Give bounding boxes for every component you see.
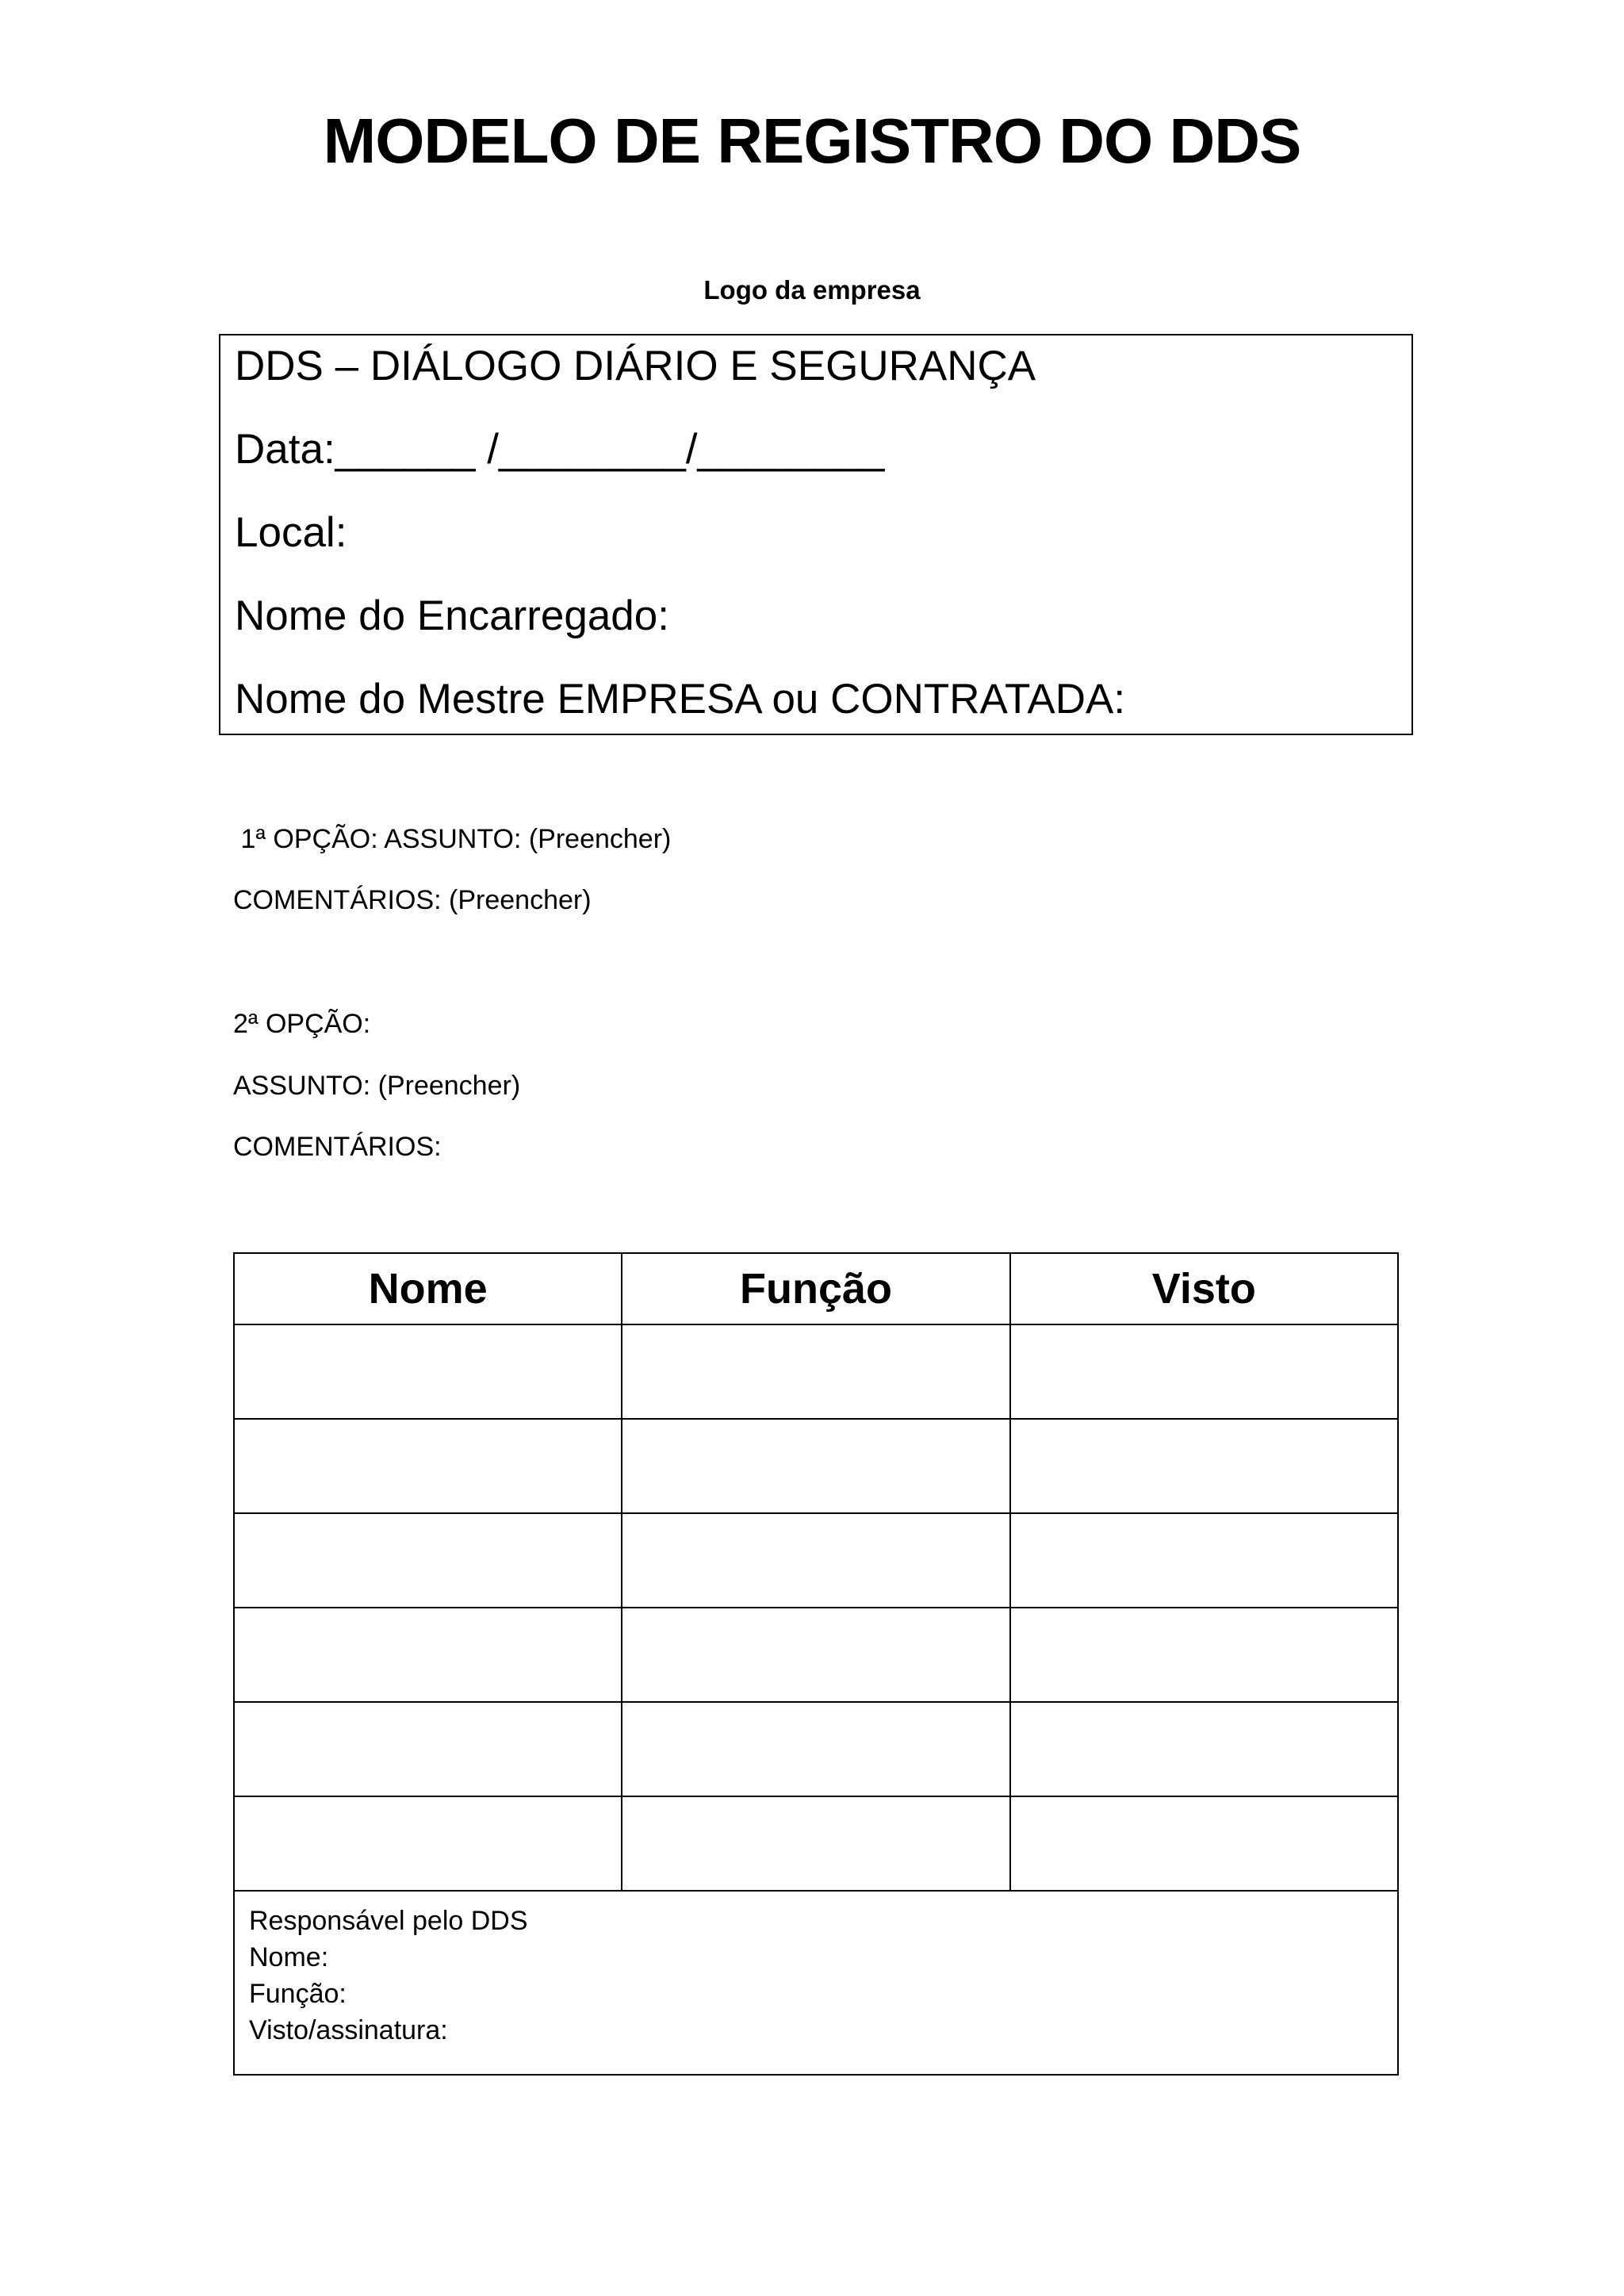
option2-comments[interactable]: COMENTÁRIOS: bbox=[233, 1132, 442, 1162]
signature-cell[interactable] bbox=[1010, 1419, 1398, 1513]
signature-cell[interactable] bbox=[1010, 1324, 1398, 1419]
page-title: MODELO DE REGISTRO DO DDS bbox=[323, 105, 1301, 176]
name-cell[interactable] bbox=[234, 1608, 622, 1702]
option1-comments[interactable]: COMENTÁRIOS: (Preencher) bbox=[233, 885, 592, 915]
signature-cell[interactable] bbox=[1010, 1608, 1398, 1702]
date-field[interactable]: Data:______ /________/________ bbox=[235, 426, 885, 473]
logo-placeholder-label: Logo da empresa bbox=[703, 275, 921, 305]
dds-heading: DDS – DIÁLOGO DIÁRIO E SEGURANÇA bbox=[235, 343, 1036, 389]
table-row bbox=[234, 1796, 1398, 1891]
role-cell[interactable] bbox=[622, 1796, 1009, 1891]
signature-cell[interactable] bbox=[1010, 1513, 1398, 1608]
column-header-role: Função bbox=[622, 1253, 1009, 1324]
master-name-field[interactable]: Nome do Mestre EMPRESA ou CONTRATADA: bbox=[235, 676, 1126, 723]
option1-subject[interactable]: 1ª OPÇÃO: ASSUNTO: (Preencher) bbox=[233, 824, 672, 854]
table-row bbox=[234, 1324, 1398, 1419]
role-cell[interactable] bbox=[622, 1419, 1009, 1513]
option2-label: 2ª OPÇÃO: bbox=[233, 1009, 371, 1039]
signature-cell[interactable] bbox=[1010, 1796, 1398, 1891]
name-cell[interactable] bbox=[234, 1796, 622, 1891]
local-field[interactable]: Local: bbox=[235, 509, 347, 556]
name-cell[interactable] bbox=[234, 1513, 622, 1608]
signature-cell[interactable] bbox=[1010, 1702, 1398, 1796]
attendance-table bbox=[233, 1252, 1399, 2076]
responsible-section bbox=[234, 1891, 1398, 2075]
column-header-signature: Visto bbox=[1010, 1253, 1398, 1324]
role-cell[interactable] bbox=[622, 1324, 1009, 1419]
role-cell[interactable] bbox=[622, 1608, 1009, 1702]
option2-subject[interactable]: ASSUNTO: (Preencher) bbox=[233, 1071, 521, 1101]
supervisor-name-field[interactable]: Nome do Encarregado: bbox=[235, 592, 669, 639]
role-cell[interactable] bbox=[622, 1702, 1009, 1796]
table-row bbox=[234, 1513, 1398, 1608]
responsible-name-field[interactable]: Nome: bbox=[249, 1942, 329, 1972]
responsible-signature-field[interactable]: Visto/assinatura: bbox=[249, 2015, 448, 2045]
responsible-role-field[interactable]: Função: bbox=[249, 1979, 347, 2009]
table-header-row bbox=[234, 1253, 1398, 1324]
responsible-heading: Responsável pelo DDS bbox=[249, 1906, 528, 1936]
name-cell[interactable] bbox=[234, 1324, 622, 1419]
responsible-row bbox=[234, 1891, 1398, 2075]
name-cell[interactable] bbox=[234, 1702, 622, 1796]
table-row bbox=[234, 1419, 1398, 1513]
table-row bbox=[234, 1702, 1398, 1796]
name-cell[interactable] bbox=[234, 1419, 622, 1513]
table-row bbox=[234, 1608, 1398, 1702]
role-cell[interactable] bbox=[622, 1513, 1009, 1608]
dds-header-box bbox=[219, 334, 1413, 735]
column-header-name: Nome bbox=[234, 1253, 622, 1324]
